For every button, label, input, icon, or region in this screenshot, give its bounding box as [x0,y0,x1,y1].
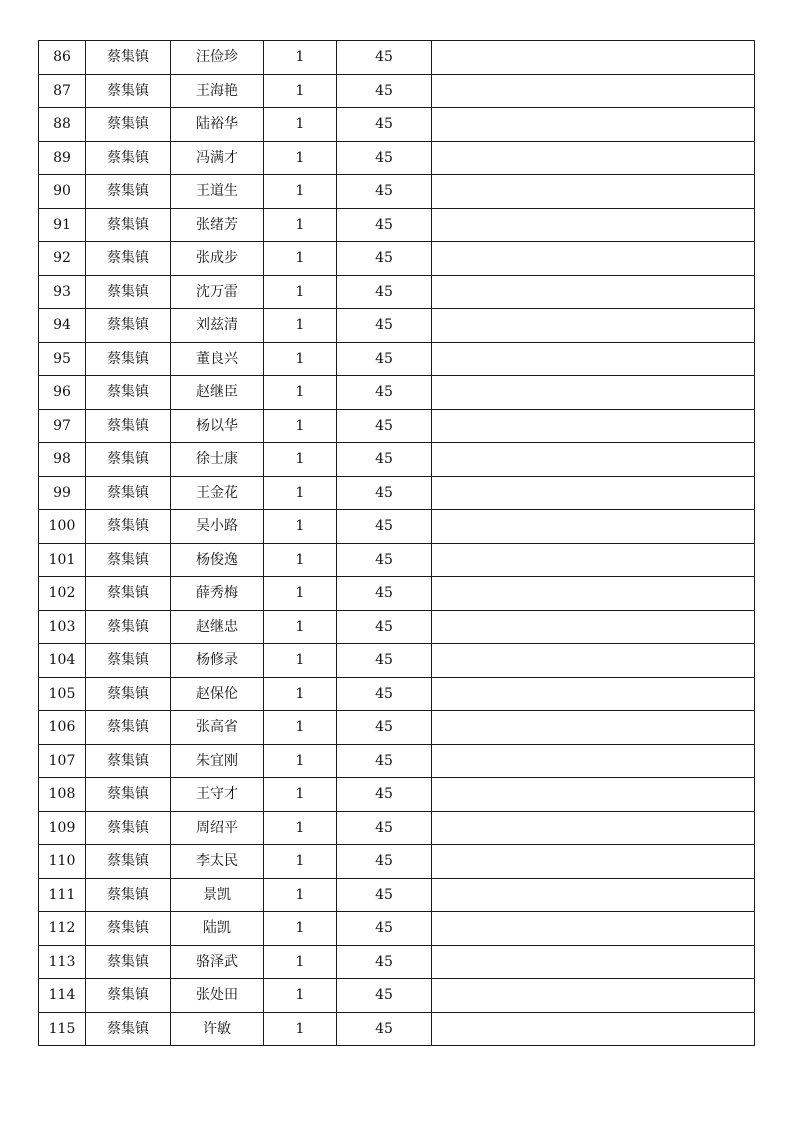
amount-cell: 45 [337,845,432,879]
person-name-cell: 张成步 [171,242,264,276]
note-cell [432,912,755,946]
count-cell: 1 [264,309,337,343]
table-row [39,275,755,309]
count-cell: 1 [264,878,337,912]
note-cell [432,510,755,544]
table-row [39,108,755,142]
row-number-cell: 100 [39,510,86,544]
row-number-cell: 111 [39,878,86,912]
count-cell: 1 [264,912,337,946]
count-cell: 1 [264,610,337,644]
amount-cell: 45 [337,577,432,611]
row-number-cell: 94 [39,309,86,343]
count-cell: 1 [264,945,337,979]
person-name-cell: 王金花 [171,476,264,510]
note-cell [432,242,755,276]
town-cell: 蔡集镇 [86,443,171,477]
table-row [39,912,755,946]
table-row [39,476,755,510]
table-row [39,979,755,1013]
count-cell: 1 [264,242,337,276]
amount-cell: 45 [337,912,432,946]
count-cell: 1 [264,644,337,678]
amount-cell: 45 [337,342,432,376]
note-cell [432,711,755,745]
town-cell: 蔡集镇 [86,376,171,410]
table-row [39,543,755,577]
table-row [39,610,755,644]
count-cell: 1 [264,543,337,577]
row-number-cell: 92 [39,242,86,276]
town-cell: 蔡集镇 [86,610,171,644]
row-number-cell: 93 [39,275,86,309]
count-cell: 1 [264,811,337,845]
roster-table-body [39,41,755,1046]
row-number-cell: 103 [39,610,86,644]
row-number-cell: 110 [39,845,86,879]
note-cell [432,74,755,108]
person-name-cell: 刘兹清 [171,309,264,343]
amount-cell: 45 [337,979,432,1013]
count-cell: 1 [264,1012,337,1046]
count-cell: 1 [264,342,337,376]
amount-cell: 45 [337,778,432,812]
town-cell: 蔡集镇 [86,744,171,778]
note-cell [432,275,755,309]
amount-cell: 45 [337,309,432,343]
table-row [39,945,755,979]
person-name-cell: 薛秀梅 [171,577,264,611]
person-name-cell: 吴小路 [171,510,264,544]
row-number-cell: 88 [39,108,86,142]
person-name-cell: 许敏 [171,1012,264,1046]
amount-cell: 45 [337,376,432,410]
note-cell [432,208,755,242]
table-row [39,778,755,812]
town-cell: 蔡集镇 [86,242,171,276]
table-row [39,577,755,611]
person-name-cell: 王守才 [171,778,264,812]
count-cell: 1 [264,41,337,75]
note-cell [432,1012,755,1046]
row-number-cell: 99 [39,476,86,510]
note-cell [432,409,755,443]
amount-cell: 45 [337,74,432,108]
amount-cell: 45 [337,945,432,979]
amount-cell: 45 [337,811,432,845]
town-cell: 蔡集镇 [86,476,171,510]
town-cell: 蔡集镇 [86,543,171,577]
town-cell: 蔡集镇 [86,175,171,209]
town-cell: 蔡集镇 [86,945,171,979]
amount-cell: 45 [337,242,432,276]
person-name-cell: 骆泽武 [171,945,264,979]
note-cell [432,878,755,912]
table-row [39,845,755,879]
amount-cell: 45 [337,409,432,443]
town-cell: 蔡集镇 [86,74,171,108]
amount-cell: 45 [337,41,432,75]
person-name-cell: 赵继臣 [171,376,264,410]
town-cell: 蔡集镇 [86,309,171,343]
row-number-cell: 90 [39,175,86,209]
table-row [39,711,755,745]
person-name-cell: 汪俭珍 [171,41,264,75]
row-number-cell: 101 [39,543,86,577]
row-number-cell: 105 [39,677,86,711]
person-name-cell: 杨俊逸 [171,543,264,577]
person-name-cell: 董良兴 [171,342,264,376]
row-number-cell: 106 [39,711,86,745]
town-cell: 蔡集镇 [86,644,171,678]
table-row [39,175,755,209]
town-cell: 蔡集镇 [86,778,171,812]
row-number-cell: 115 [39,1012,86,1046]
person-name-cell: 陆裕华 [171,108,264,142]
table-row [39,644,755,678]
person-name-cell: 冯满才 [171,141,264,175]
row-number-cell: 87 [39,74,86,108]
town-cell: 蔡集镇 [86,208,171,242]
note-cell [432,543,755,577]
person-name-cell: 朱宜刚 [171,744,264,778]
note-cell [432,945,755,979]
amount-cell: 45 [337,543,432,577]
count-cell: 1 [264,979,337,1013]
person-name-cell: 杨修录 [171,644,264,678]
amount-cell: 45 [337,711,432,745]
amount-cell: 45 [337,443,432,477]
count-cell: 1 [264,376,337,410]
note-cell [432,141,755,175]
amount-cell: 45 [337,208,432,242]
town-cell: 蔡集镇 [86,409,171,443]
note-cell [432,610,755,644]
table-row [39,1012,755,1046]
town-cell: 蔡集镇 [86,1012,171,1046]
table-row [39,744,755,778]
person-name-cell: 周绍平 [171,811,264,845]
count-cell: 1 [264,208,337,242]
row-number-cell: 98 [39,443,86,477]
note-cell [432,677,755,711]
row-number-cell: 86 [39,41,86,75]
note-cell [432,309,755,343]
town-cell: 蔡集镇 [86,108,171,142]
count-cell: 1 [264,744,337,778]
person-name-cell: 赵继忠 [171,610,264,644]
person-name-cell: 徐士康 [171,443,264,477]
count-cell: 1 [264,275,337,309]
table-row [39,443,755,477]
row-number-cell: 109 [39,811,86,845]
amount-cell: 45 [337,108,432,142]
table-row [39,309,755,343]
town-cell: 蔡集镇 [86,141,171,175]
roster-table [38,40,755,1046]
count-cell: 1 [264,108,337,142]
amount-cell: 45 [337,878,432,912]
table-row [39,376,755,410]
count-cell: 1 [264,74,337,108]
town-cell: 蔡集镇 [86,577,171,611]
person-name-cell: 景凯 [171,878,264,912]
count-cell: 1 [264,409,337,443]
table-row [39,74,755,108]
note-cell [432,108,755,142]
row-number-cell: 102 [39,577,86,611]
person-name-cell: 王海艳 [171,74,264,108]
count-cell: 1 [264,141,337,175]
amount-cell: 45 [337,744,432,778]
count-cell: 1 [264,175,337,209]
town-cell: 蔡集镇 [86,41,171,75]
town-cell: 蔡集镇 [86,711,171,745]
row-number-cell: 95 [39,342,86,376]
person-name-cell: 张高省 [171,711,264,745]
note-cell [432,342,755,376]
row-number-cell: 104 [39,644,86,678]
person-name-cell: 赵保伦 [171,677,264,711]
note-cell [432,979,755,1013]
table-row [39,409,755,443]
amount-cell: 45 [337,1012,432,1046]
row-number-cell: 96 [39,376,86,410]
amount-cell: 45 [337,610,432,644]
amount-cell: 45 [337,510,432,544]
table-row [39,878,755,912]
person-name-cell: 张处田 [171,979,264,1013]
person-name-cell: 陆凯 [171,912,264,946]
count-cell: 1 [264,845,337,879]
table-row [39,141,755,175]
note-cell [432,744,755,778]
amount-cell: 45 [337,677,432,711]
row-number-cell: 114 [39,979,86,1013]
count-cell: 1 [264,510,337,544]
note-cell [432,476,755,510]
count-cell: 1 [264,443,337,477]
row-number-cell: 97 [39,409,86,443]
row-number-cell: 89 [39,141,86,175]
person-name-cell: 王道生 [171,175,264,209]
row-number-cell: 113 [39,945,86,979]
row-number-cell: 91 [39,208,86,242]
count-cell: 1 [264,476,337,510]
amount-cell: 45 [337,175,432,209]
note-cell [432,811,755,845]
table-row [39,811,755,845]
amount-cell: 45 [337,476,432,510]
amount-cell: 45 [337,644,432,678]
table-row [39,510,755,544]
note-cell [432,175,755,209]
row-number-cell: 112 [39,912,86,946]
table-row [39,242,755,276]
table-row [39,208,755,242]
row-number-cell: 107 [39,744,86,778]
count-cell: 1 [264,711,337,745]
note-cell [432,443,755,477]
note-cell [432,845,755,879]
note-cell [432,644,755,678]
count-cell: 1 [264,677,337,711]
town-cell: 蔡集镇 [86,912,171,946]
person-name-cell: 杨以华 [171,409,264,443]
amount-cell: 45 [337,275,432,309]
amount-cell: 45 [337,141,432,175]
count-cell: 1 [264,577,337,611]
town-cell: 蔡集镇 [86,979,171,1013]
town-cell: 蔡集镇 [86,845,171,879]
note-cell [432,41,755,75]
table-row [39,41,755,75]
row-number-cell: 108 [39,778,86,812]
note-cell [432,577,755,611]
person-name-cell: 沈万雷 [171,275,264,309]
town-cell: 蔡集镇 [86,811,171,845]
person-name-cell: 张绪芳 [171,208,264,242]
person-name-cell: 李太民 [171,845,264,879]
town-cell: 蔡集镇 [86,275,171,309]
town-cell: 蔡集镇 [86,342,171,376]
table-row [39,677,755,711]
note-cell [432,778,755,812]
town-cell: 蔡集镇 [86,677,171,711]
table-row [39,342,755,376]
note-cell [432,376,755,410]
town-cell: 蔡集镇 [86,510,171,544]
count-cell: 1 [264,778,337,812]
town-cell: 蔡集镇 [86,878,171,912]
